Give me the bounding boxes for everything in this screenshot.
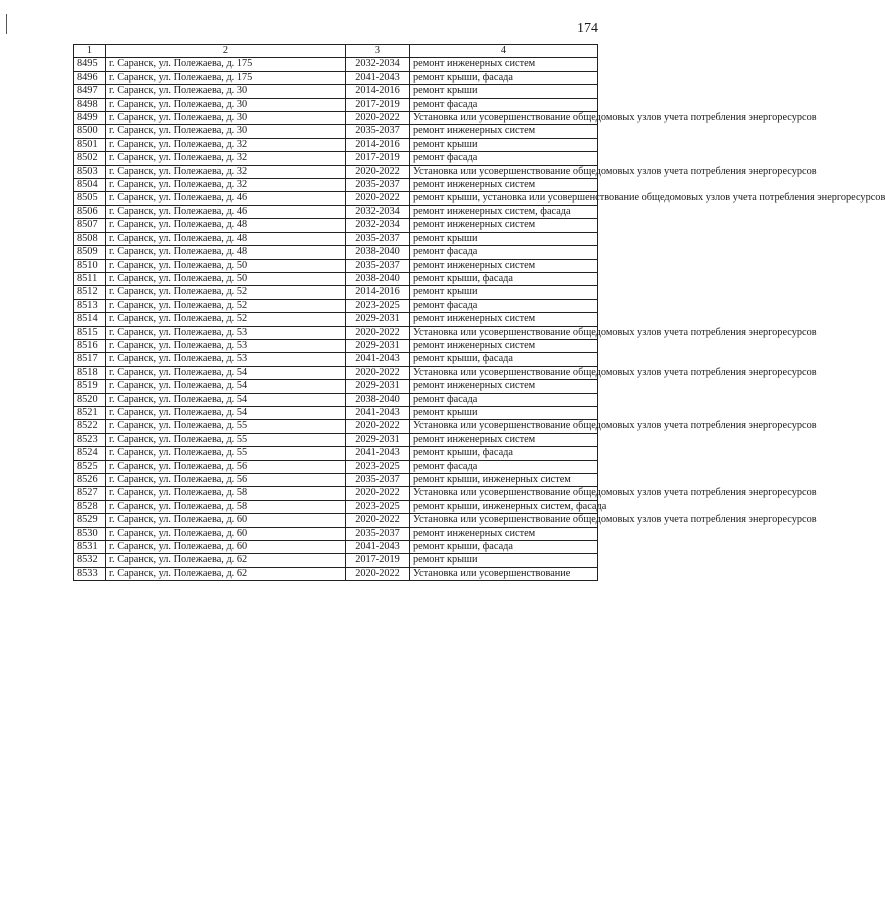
row-number-cell: 8496 xyxy=(74,71,106,84)
work-type-cell: ремонт фасада xyxy=(410,460,598,473)
table-row xyxy=(74,353,598,366)
row-number-cell: 8511 xyxy=(74,272,106,285)
row-number-cell: 8504 xyxy=(74,179,106,192)
work-type-cell: Установка или усовершенствование общедомовых узлов учета потребления энергоресурсов xyxy=(410,487,598,500)
address-cell: г. Саранск, ул. Полежаева, д. 54 xyxy=(106,380,346,393)
row-number-cell: 8525 xyxy=(74,460,106,473)
address-cell: г. Саранск, ул. Полежаева, д. 48 xyxy=(106,219,346,232)
row-number-cell: 8509 xyxy=(74,246,106,259)
repair-schedule-table xyxy=(73,44,885,581)
work-type-cell: ремонт инженерных систем xyxy=(410,380,598,393)
address-cell: г. Саранск, ул. Полежаева, д. 53 xyxy=(106,339,346,352)
table-body xyxy=(74,58,885,581)
table-row xyxy=(74,554,598,567)
period-cell: 2035-2037 xyxy=(346,125,410,138)
table-row xyxy=(74,219,598,232)
address-cell: г. Саранск, ул. Полежаева, д. 46 xyxy=(106,205,346,218)
table-row xyxy=(74,85,598,98)
address-cell: г. Саранск, ул. Полежаева, д. 48 xyxy=(106,232,346,245)
work-type-cell: ремонт крыши xyxy=(410,406,598,419)
address-cell: г. Саранск, ул. Полежаева, д. 54 xyxy=(106,393,346,406)
work-type-cell: ремонт фасада xyxy=(410,299,598,312)
work-type-cell: ремонт крыши, фасада xyxy=(410,272,598,285)
work-type-cell: ремонт крыши, фасада xyxy=(410,71,598,84)
address-cell: г. Саранск, ул. Полежаева, д. 32 xyxy=(106,152,346,165)
row-number-cell: 8507 xyxy=(74,219,106,232)
period-cell: 2032-2034 xyxy=(346,58,410,71)
row-number-cell: 8527 xyxy=(74,487,106,500)
page-number: 174 xyxy=(577,21,598,36)
table-row xyxy=(74,380,598,393)
work-type-cell: ремонт инженерных систем xyxy=(410,179,598,192)
table-row xyxy=(74,165,598,178)
address-cell: г. Саранск, ул. Полежаева, д. 50 xyxy=(106,272,346,285)
address-cell: г. Саранск, ул. Полежаева, д. 46 xyxy=(106,192,346,205)
address-cell: г. Саранск, ул. Полежаева, д. 52 xyxy=(106,313,346,326)
row-number-cell: 8506 xyxy=(74,205,106,218)
period-cell: 2020-2022 xyxy=(346,514,410,527)
work-type-cell: ремонт крыши xyxy=(410,286,598,299)
work-type-cell: ремонт инженерных систем xyxy=(410,433,598,446)
address-cell: г. Саранск, ул. Полежаева, д. 58 xyxy=(106,487,346,500)
table-row xyxy=(74,299,598,312)
address-cell: г. Саранск, ул. Полежаева, д. 52 xyxy=(106,286,346,299)
table-row xyxy=(74,474,598,487)
row-number-cell: 8515 xyxy=(74,326,106,339)
address-cell: г. Саранск, ул. Полежаева, д. 30 xyxy=(106,125,346,138)
address-cell: г. Саранск, ул. Полежаева, д. 60 xyxy=(106,527,346,540)
row-number-cell: 8498 xyxy=(74,98,106,111)
period-cell: 2020-2022 xyxy=(346,567,410,580)
period-cell: 2014-2016 xyxy=(346,85,410,98)
period-cell: 2029-2031 xyxy=(346,433,410,446)
period-cell: 2029-2031 xyxy=(346,380,410,393)
work-type-cell: ремонт инженерных систем xyxy=(410,58,598,71)
work-type-cell: ремонт инженерных систем xyxy=(410,313,598,326)
row-number-cell: 8529 xyxy=(74,514,106,527)
row-number-cell: 8508 xyxy=(74,232,106,245)
address-cell: г. Саранск, ул. Полежаева, д. 55 xyxy=(106,420,346,433)
period-cell: 2014-2016 xyxy=(346,286,410,299)
table-row xyxy=(74,366,598,379)
table-row xyxy=(74,393,598,406)
period-cell: 2020-2022 xyxy=(346,366,410,379)
address-cell: г. Саранск, ул. Полежаева, д. 52 xyxy=(106,299,346,312)
row-number-cell: 8518 xyxy=(74,366,106,379)
address-cell: г. Саранск, ул. Полежаева, д. 30 xyxy=(106,98,346,111)
period-cell: 2035-2037 xyxy=(346,232,410,245)
table-row xyxy=(74,71,598,84)
table-row xyxy=(74,125,598,138)
address-cell: г. Саранск, ул. Полежаева, д. 60 xyxy=(106,514,346,527)
period-cell: 2035-2037 xyxy=(346,179,410,192)
period-cell: 2020-2022 xyxy=(346,326,410,339)
address-cell: г. Саранск, ул. Полежаева, д. 54 xyxy=(106,366,346,379)
margin-scan-mark xyxy=(6,14,7,34)
row-number-cell: 8517 xyxy=(74,353,106,366)
address-cell: г. Саранск, ул. Полежаева, д. 30 xyxy=(106,112,346,125)
table-row xyxy=(74,500,598,513)
period-cell: 2032-2034 xyxy=(346,219,410,232)
work-type-cell: Установка или усовершенствование общедомовых узлов учета потребления энергоресурсов xyxy=(410,514,598,527)
address-cell: г. Саранск, ул. Полежаева, д. 56 xyxy=(106,460,346,473)
header-col-4: 4 xyxy=(410,45,598,58)
period-cell: 2029-2031 xyxy=(346,313,410,326)
table-row xyxy=(74,232,598,245)
work-type-cell: ремонт инженерных систем xyxy=(410,527,598,540)
row-number-cell: 8510 xyxy=(74,259,106,272)
header-col-1: 1 xyxy=(74,45,106,58)
address-cell: г. Саранск, ул. Полежаева, д. 48 xyxy=(106,246,346,259)
work-type-cell: ремонт инженерных систем xyxy=(410,125,598,138)
period-cell: 2020-2022 xyxy=(346,165,410,178)
table-row xyxy=(74,433,598,446)
period-cell: 2023-2025 xyxy=(346,460,410,473)
period-cell: 2035-2037 xyxy=(346,527,410,540)
work-type-cell: ремонт крыши, инженерных систем, фасада xyxy=(410,500,598,513)
table-row xyxy=(74,272,598,285)
address-cell: г. Саранск, ул. Полежаева, д. 62 xyxy=(106,554,346,567)
row-number-cell: 8516 xyxy=(74,339,106,352)
period-cell: 2038-2040 xyxy=(346,272,410,285)
table-row xyxy=(74,246,598,259)
row-number-cell: 8530 xyxy=(74,527,106,540)
header-col-2: 2 xyxy=(106,45,346,58)
work-type-cell: ремонт крыши xyxy=(410,232,598,245)
period-cell: 2023-2025 xyxy=(346,500,410,513)
address-cell: г. Саранск, ул. Полежаева, д. 32 xyxy=(106,179,346,192)
table-row xyxy=(74,112,598,125)
period-cell: 2041-2043 xyxy=(346,406,410,419)
period-cell: 2017-2019 xyxy=(346,554,410,567)
table-row xyxy=(74,514,598,527)
table-row xyxy=(74,420,598,433)
row-number-cell: 8512 xyxy=(74,286,106,299)
row-number-cell: 8521 xyxy=(74,406,106,419)
period-cell: 2020-2022 xyxy=(346,420,410,433)
row-number-cell: 8528 xyxy=(74,500,106,513)
table-row xyxy=(74,406,598,419)
address-cell: г. Саранск, ул. Полежаева, д. 60 xyxy=(106,541,346,554)
period-cell: 2020-2022 xyxy=(346,487,410,500)
work-type-cell: Установка или усовершенствование общедомовых узлов учета потребления энергоресурсов xyxy=(410,366,598,379)
period-cell: 2035-2037 xyxy=(346,259,410,272)
address-cell: г. Саранск, ул. Полежаева, д. 56 xyxy=(106,474,346,487)
address-cell: г. Саранск, ул. Полежаева, д. 175 xyxy=(106,71,346,84)
row-number-cell: 8522 xyxy=(74,420,106,433)
work-type-cell: ремонт фасада xyxy=(410,98,598,111)
work-type-cell: Установка или усовершенствование общедомовых узлов учета потребления энергоресурсов xyxy=(410,420,598,433)
work-type-cell: Установка или усовершенствование общедомовых узлов учета потребления энергоресурсов xyxy=(410,112,598,125)
table-row xyxy=(74,58,598,71)
table-row xyxy=(74,98,598,111)
row-number-cell: 8519 xyxy=(74,380,106,393)
table-row xyxy=(74,447,598,460)
table-row xyxy=(74,259,598,272)
table-row xyxy=(74,179,598,192)
header-row xyxy=(74,45,598,58)
table-row xyxy=(74,460,598,473)
address-cell: г. Саранск, ул. Полежаева, д. 54 xyxy=(106,406,346,419)
work-type-cell: ремонт инженерных систем xyxy=(410,339,598,352)
work-type-cell: ремонт крыши xyxy=(410,554,598,567)
period-cell: 2017-2019 xyxy=(346,152,410,165)
period-cell: 2035-2037 xyxy=(346,474,410,487)
work-type-cell: ремонт крыши, инженерных систем xyxy=(410,474,598,487)
row-number-cell: 8495 xyxy=(74,58,106,71)
work-type-cell: ремонт инженерных систем xyxy=(410,219,598,232)
row-number-cell: 8497 xyxy=(74,85,106,98)
address-cell: г. Саранск, ул. Полежаева, д. 53 xyxy=(106,353,346,366)
row-number-cell: 8513 xyxy=(74,299,106,312)
row-number-cell: 8532 xyxy=(74,554,106,567)
table-row xyxy=(74,541,598,554)
work-type-cell: ремонт фасада xyxy=(410,246,598,259)
table-row xyxy=(74,567,598,580)
period-cell: 2020-2022 xyxy=(346,112,410,125)
period-cell: 2014-2016 xyxy=(346,138,410,151)
work-type-cell: Установка или усовершенствование xyxy=(410,567,598,580)
row-number-cell: 8523 xyxy=(74,433,106,446)
row-number-cell: 8503 xyxy=(74,165,106,178)
table-row xyxy=(74,152,598,165)
period-cell: 2038-2040 xyxy=(346,246,410,259)
period-cell: 2041-2043 xyxy=(346,541,410,554)
period-cell: 2041-2043 xyxy=(346,353,410,366)
table-row xyxy=(74,326,598,339)
address-cell: г. Саранск, ул. Полежаева, д. 32 xyxy=(106,138,346,151)
work-type-cell: Установка или усовершенствование общедомовых узлов учета потребления энергоресурсов xyxy=(410,326,598,339)
period-cell: 2020-2022 xyxy=(346,192,410,205)
address-cell: г. Саранск, ул. Полежаева, д. 32 xyxy=(106,165,346,178)
table-row xyxy=(74,192,598,205)
row-number-cell: 8533 xyxy=(74,567,106,580)
work-type-cell: ремонт фасада xyxy=(410,152,598,165)
work-type-cell: ремонт инженерных систем xyxy=(410,259,598,272)
table-row xyxy=(74,286,598,299)
period-cell: 2017-2019 xyxy=(346,98,410,111)
table-row xyxy=(74,138,598,151)
table-row xyxy=(74,339,598,352)
work-type-cell: ремонт крыши, фасада xyxy=(410,447,598,460)
work-type-cell: Установка или усовершенствование общедомовых узлов учета потребления энергоресурсов xyxy=(410,165,598,178)
address-cell: г. Саранск, ул. Полежаева, д. 50 xyxy=(106,259,346,272)
address-cell: г. Саранск, ул. Полежаева, д. 62 xyxy=(106,567,346,580)
period-cell: 2038-2040 xyxy=(346,393,410,406)
table-row xyxy=(74,205,598,218)
table-row xyxy=(74,527,598,540)
address-cell: г. Саранск, ул. Полежаева, д. 30 xyxy=(106,85,346,98)
address-cell: г. Саранск, ул. Полежаева, д. 55 xyxy=(106,447,346,460)
work-type-cell: ремонт крыши xyxy=(410,138,598,151)
row-number-cell: 8531 xyxy=(74,541,106,554)
header-col-3: 3 xyxy=(346,45,410,58)
work-type-cell: ремонт крыши, фасада xyxy=(410,541,598,554)
row-number-cell: 8520 xyxy=(74,393,106,406)
work-type-cell: ремонт фасада xyxy=(410,393,598,406)
row-number-cell: 8501 xyxy=(74,138,106,151)
row-number-cell: 8524 xyxy=(74,447,106,460)
row-number-cell: 8514 xyxy=(74,313,106,326)
work-type-cell: ремонт крыши, фасада xyxy=(410,353,598,366)
period-cell: 2029-2031 xyxy=(346,339,410,352)
row-number-cell: 8500 xyxy=(74,125,106,138)
period-cell: 2041-2043 xyxy=(346,71,410,84)
address-cell: г. Саранск, ул. Полежаева, д. 53 xyxy=(106,326,346,339)
work-type-cell: ремонт крыши xyxy=(410,85,598,98)
period-cell: 2032-2034 xyxy=(346,205,410,218)
address-cell: г. Саранск, ул. Полежаева, д. 55 xyxy=(106,433,346,446)
table-row xyxy=(74,487,598,500)
address-cell: г. Саранск, ул. Полежаева, д. 58 xyxy=(106,500,346,513)
row-number-cell: 8505 xyxy=(74,192,106,205)
address-cell: г. Саранск, ул. Полежаева, д. 175 xyxy=(106,58,346,71)
work-type-cell: ремонт крыши, установка или усовершенствование общедомовых узлов учета потребления энергоресурсов xyxy=(410,192,598,205)
period-cell: 2041-2043 xyxy=(346,447,410,460)
row-number-cell: 8502 xyxy=(74,152,106,165)
period-cell: 2023-2025 xyxy=(346,299,410,312)
table-row xyxy=(74,313,598,326)
row-number-cell: 8526 xyxy=(74,474,106,487)
row-number-cell: 8499 xyxy=(74,112,106,125)
work-type-cell: ремонт инженерных систем, фасада xyxy=(410,205,598,218)
